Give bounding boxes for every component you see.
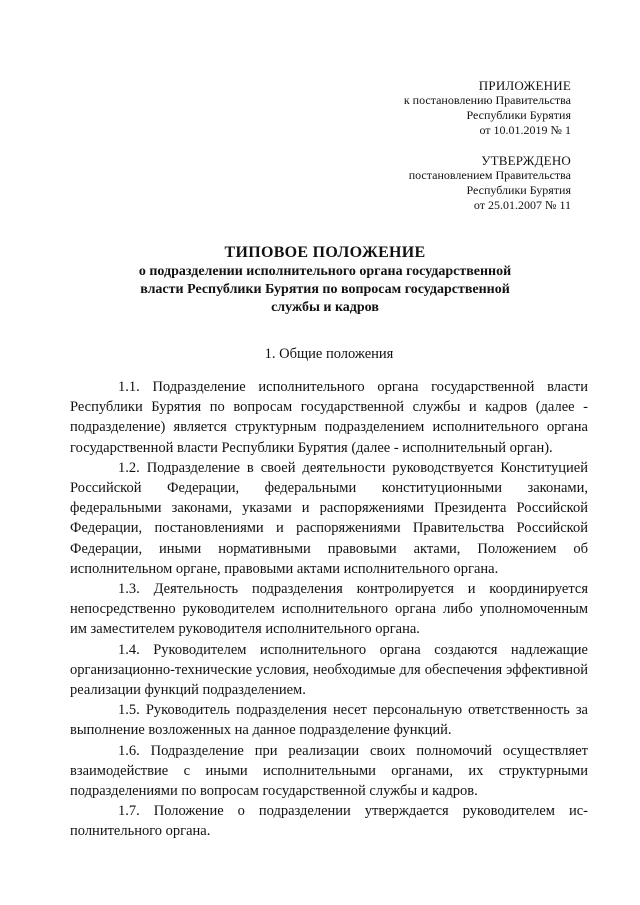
paragraph-1-5: 1.5. Руководитель подразделения несет персональную ответственность за выполнение возложенных на данное подразделение функций. xyxy=(70,702,588,739)
document-title-line: власти Республики Бурятия по вопросам государственной xyxy=(140,282,510,297)
document-title-line: службы и кадров xyxy=(271,300,379,315)
approval-line: постановлением Правительства xyxy=(408,168,571,182)
approval-line: Республики Бурятия xyxy=(466,183,571,197)
paragraph-1-2: 1.2. Подразделение в своей деятельности руководствуется Конституцией Российской Федерации, федеральными конституционными законами, федеральными законами, указами и распоряжениями Президента Российской Федерации, постановлениями и распоряжениями Правительства Российской Федерации, иными нормативными правовыми актами, Положением об исполнительном органе, правовыми актами исполнительного органа. xyxy=(70,459,588,577)
paragraph-1-3: 1.3. Деятельность подразделения контролируется и координируется непосредственно руководителем исполнительного органа либо уполномоченным им заместителем руководителя исполнительного органа. xyxy=(70,581,588,638)
section-body xyxy=(70,377,588,842)
section-heading: 1. Общие положения xyxy=(264,346,394,362)
approval-line: от 25.01.2007 № 11 xyxy=(473,198,571,212)
appendix-heading: ПРИЛОЖЕНИЕ xyxy=(478,78,571,93)
paragraph-1-4: 1.4. Руководителем исполнительного органа создаются надлежащие организационно-технические условия, необходимые для обеспечения эффективной реализации функций подразделением. xyxy=(70,641,588,699)
document-title-main: ТИПОВОЕ ПОЛОЖЕНИЕ xyxy=(224,244,426,261)
document-title-line: о подразделении исполнительного органа государственной xyxy=(138,264,512,279)
approval-heading: УТВЕРЖДЕНО xyxy=(481,153,571,168)
paragraph-1-7: 1.7. Положение о подразделении утверждается руководителем исполнительного органа. xyxy=(70,803,588,840)
paragraph-1-1: 1.1. Подразделение исполнительного органа государственной власти Республики Бурятия по вопросам государственной службы и кадров (далее - подразделение) является структурным подразделением исполнительного органа государственной власти Республики Бурятия (далее - исполнительный орган). xyxy=(70,379,588,456)
paragraph-1-6: 1.6. Подразделение при реализации своих полномочий осуществляет взаимодействие с иными исполнительными органами, их структурными подразделениями по вопросам государственной службы и кадров. xyxy=(70,742,588,800)
appendix-line: Республики Бурятия xyxy=(466,108,571,122)
document-title xyxy=(70,243,580,317)
appendix-block xyxy=(404,78,571,138)
appendix-line: к постановлению Правительства xyxy=(403,93,571,107)
appendix-line: от 10.01.2019 № 1 xyxy=(479,123,571,137)
approval-block xyxy=(409,153,571,213)
